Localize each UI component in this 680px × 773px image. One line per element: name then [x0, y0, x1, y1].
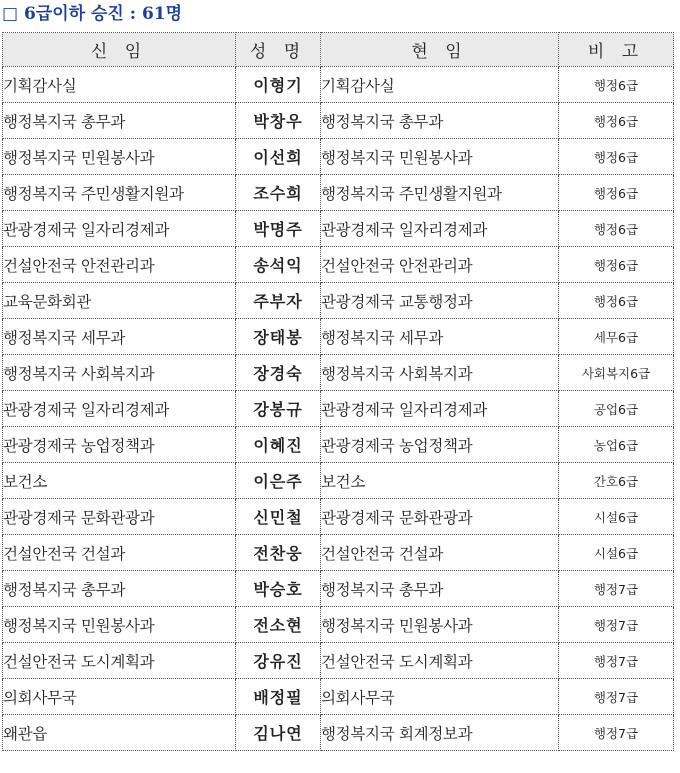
name-cell: 강봉규	[236, 391, 321, 427]
note-cell: 행정6급	[559, 67, 674, 103]
note-cell: 시설6급	[559, 535, 674, 571]
note-cell: 행정6급	[559, 211, 674, 247]
new-post-cell: 건설안전국 안전관리과	[3, 247, 236, 283]
new-post-cell: 행정복지국 사회복지과	[3, 355, 236, 391]
table-row	[3, 355, 674, 391]
current-post-cell: 행정복지국 회계정보과	[321, 715, 559, 751]
section-heading: □ 6급이하 승진 : 61명	[2, 4, 183, 24]
new-post-cell: 행정복지국 민원봉사과	[3, 607, 236, 643]
new-post-cell: 의회사무국	[3, 679, 236, 715]
current-post-cell: 보건소	[321, 463, 559, 499]
name-cell: 배정필	[236, 679, 321, 715]
name-cell: 송석익	[236, 247, 321, 283]
table-row	[3, 571, 674, 607]
current-post-cell: 관광경제국 일자리경제과	[321, 391, 559, 427]
col-header-name: 성 명	[236, 33, 321, 67]
name-cell: 장경숙	[236, 355, 321, 391]
name-cell: 장태봉	[236, 319, 321, 355]
name-cell: 전소현	[236, 607, 321, 643]
new-post-cell: 행정복지국 민원봉사과	[3, 139, 236, 175]
name-cell: 조수희	[236, 175, 321, 211]
col-header-new-post: 신 임	[3, 33, 236, 67]
table-row	[3, 319, 674, 355]
promotion-table	[2, 32, 674, 751]
current-post-cell: 행정복지국 세무과	[321, 319, 559, 355]
note-cell: 행정7급	[559, 571, 674, 607]
current-post-cell: 행정복지국 총무과	[321, 103, 559, 139]
name-cell: 주부자	[236, 283, 321, 319]
table-row	[3, 715, 674, 751]
current-post-cell: 관광경제국 농업정책과	[321, 427, 559, 463]
new-post-cell: 교육문화회관	[3, 283, 236, 319]
table-row	[3, 175, 674, 211]
new-post-cell: 관광경제국 일자리경제과	[3, 211, 236, 247]
new-post-cell: 기획감사실	[3, 67, 236, 103]
col-header-current-post: 현 임	[321, 33, 559, 67]
note-cell: 행정6급	[559, 247, 674, 283]
new-post-cell: 건설안전국 도시계획과	[3, 643, 236, 679]
table-row	[3, 679, 674, 715]
name-cell: 박승호	[236, 571, 321, 607]
name-cell: 전찬웅	[236, 535, 321, 571]
current-post-cell: 건설안전국 안전관리과	[321, 247, 559, 283]
note-cell: 공업6급	[559, 391, 674, 427]
current-post-cell: 행정복지국 주민생활지원과	[321, 175, 559, 211]
note-cell: 행정7급	[559, 643, 674, 679]
table-row	[3, 283, 674, 319]
table-row	[3, 463, 674, 499]
new-post-cell: 관광경제국 문화관광과	[3, 499, 236, 535]
current-post-cell: 건설안전국 건설과	[321, 535, 559, 571]
note-cell: 행정7급	[559, 679, 674, 715]
name-cell: 이혜진	[236, 427, 321, 463]
current-post-cell: 관광경제국 문화관광과	[321, 499, 559, 535]
current-post-cell: 행정복지국 총무과	[321, 571, 559, 607]
col-header-note: 비 고	[559, 33, 674, 67]
name-cell: 강유진	[236, 643, 321, 679]
name-cell: 김나연	[236, 715, 321, 751]
table-row	[3, 499, 674, 535]
note-cell: 세무6급	[559, 319, 674, 355]
table-row	[3, 139, 674, 175]
current-post-cell: 건설안전국 도시계획과	[321, 643, 559, 679]
table-body	[3, 67, 674, 751]
table-row	[3, 103, 674, 139]
name-cell: 이선희	[236, 139, 321, 175]
new-post-cell: 관광경제국 일자리경제과	[3, 391, 236, 427]
current-post-cell: 관광경제국 일자리경제과	[321, 211, 559, 247]
note-cell: 간호6급	[559, 463, 674, 499]
note-cell: 농업6급	[559, 427, 674, 463]
new-post-cell: 왜관읍	[3, 715, 236, 751]
current-post-cell: 기획감사실	[321, 67, 559, 103]
note-cell: 행정6급	[559, 103, 674, 139]
table-header-row	[3, 33, 674, 67]
current-post-cell: 행정복지국 사회복지과	[321, 355, 559, 391]
note-cell: 행정6급	[559, 175, 674, 211]
table-row	[3, 607, 674, 643]
table-row	[3, 535, 674, 571]
note-cell: 행정6급	[559, 139, 674, 175]
name-cell: 이은주	[236, 463, 321, 499]
new-post-cell: 행정복지국 세무과	[3, 319, 236, 355]
name-cell: 박창우	[236, 103, 321, 139]
note-cell: 사회복지6급	[559, 355, 674, 391]
new-post-cell: 행정복지국 총무과	[3, 103, 236, 139]
name-cell: 이형기	[236, 67, 321, 103]
table-row	[3, 391, 674, 427]
current-post-cell: 관광경제국 교통행정과	[321, 283, 559, 319]
current-post-cell: 행정복지국 민원봉사과	[321, 139, 559, 175]
table-row	[3, 427, 674, 463]
table-row	[3, 643, 674, 679]
note-cell: 행정6급	[559, 283, 674, 319]
note-cell: 행정7급	[559, 607, 674, 643]
note-cell: 행정7급	[559, 715, 674, 751]
name-cell: 박명주	[236, 211, 321, 247]
name-cell: 신민철	[236, 499, 321, 535]
table-row	[3, 211, 674, 247]
new-post-cell: 행정복지국 주민생활지원과	[3, 175, 236, 211]
note-cell: 시설6급	[559, 499, 674, 535]
new-post-cell: 보건소	[3, 463, 236, 499]
new-post-cell: 건설안전국 건설과	[3, 535, 236, 571]
table-row	[3, 247, 674, 283]
table-row	[3, 67, 674, 103]
new-post-cell: 관광경제국 농업정책과	[3, 427, 236, 463]
current-post-cell: 의회사무국	[321, 679, 559, 715]
current-post-cell: 행정복지국 민원봉사과	[321, 607, 559, 643]
new-post-cell: 행정복지국 총무과	[3, 571, 236, 607]
